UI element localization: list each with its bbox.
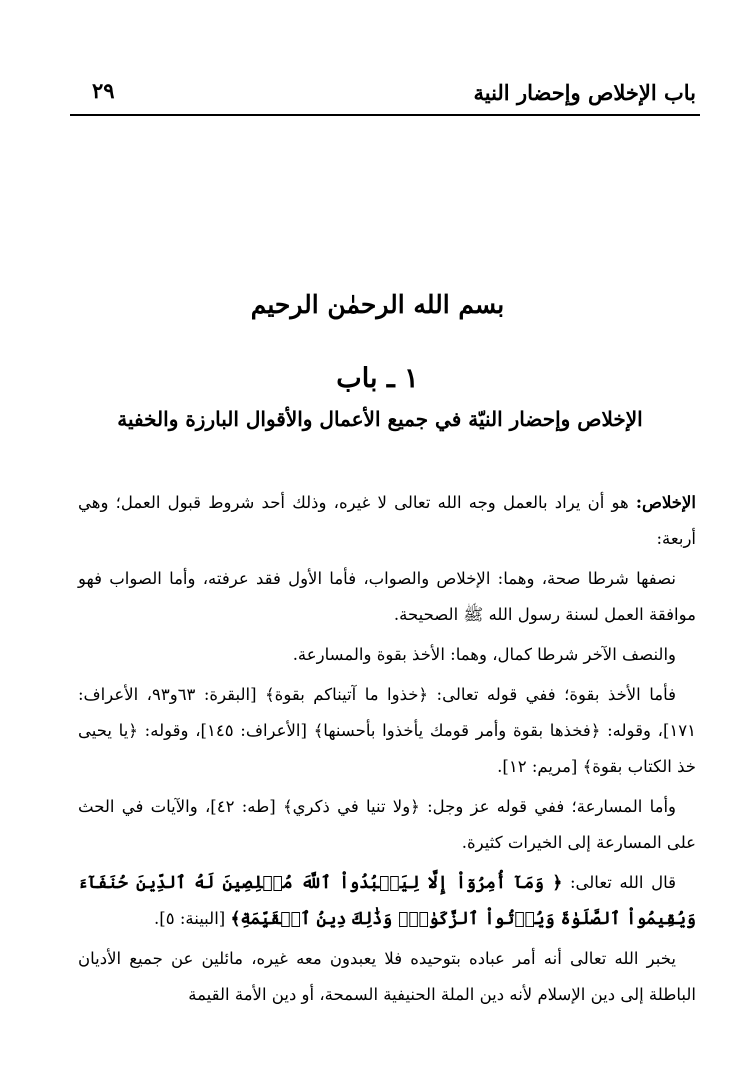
- running-header: [78, 72, 696, 112]
- paragraph-definition: [78, 485, 696, 557]
- paragraph-haste: [78, 789, 696, 861]
- paragraph-text: وأما المسارعة؛ ففي قوله عز وجل: ﴿ولا تنيا في ذكري﴾ [طه: ٤٢]، والآيات في الحث على المسارعة إلى الخيرات كثيرة.: [78, 797, 696, 852]
- page-number: ٢٩: [92, 78, 115, 103]
- running-title: باب الإخلاص وإحضار النية: [473, 80, 696, 105]
- verse-lead: قال الله تعالى:: [562, 873, 676, 892]
- paragraph-text: والنصف الآخر شرطا كمال، وهما: الأخذ بقوة والمسارعة.: [292, 645, 676, 664]
- quran-verse: ﴿ وَمَآ أُمِرُوٓاْ إِلَّا لِيَعۡبُدُواْ ٱللَّهَ مُخۡلِصِينَ لَهُ ٱلدِّينَ حُنَفَآءَ وَيُقِيمُواْ ٱلصَّلَوٰةَ وَيُؤۡتُواْ ٱلزَّكَوٰةَۚ وَذَٰلِكَ دِينُ ٱلۡقَيِّمَةِ﴾: [78, 873, 696, 929]
- paragraph-verse: [78, 865, 696, 937]
- chapter-label: ١ ـ باب: [336, 363, 419, 394]
- paragraph-text: فأما الأخذ بقوة؛ ففي قوله تعالى: ﴿خذوا ما آتيناكم بقوة﴾ [البقرة: ٦٣و٩٣، الأعراف: ١٧١]، وقوله: ﴿فخذها بقوة وأمر قومك يأخذوا بأحسنها﴾ [الأعراف: ١٤٥]، وقوله: ﴿يا يحيى خذ الكتاب بقوة﴾ [مريم: ١٢].: [78, 685, 696, 776]
- chapter-title: الإخلاص وإحضار النيّة في جميع الأعمال والأقوال البارزة والخفية: [117, 407, 643, 431]
- verse-reference: [البينة: ٥].: [154, 909, 231, 928]
- paragraph-completion: [78, 637, 696, 673]
- paragraph-strength: [78, 677, 696, 785]
- term-ikhlas: الإخلاص:: [635, 493, 696, 512]
- paragraph-commentary: [78, 941, 696, 1013]
- header-rule: [70, 114, 700, 116]
- paragraph-text: نصفها شرطا صحة، وهما: الإخلاص والصواب، فأما الأول فقد عرفته، وأما الصواب فهو موافقة العمل لسنة رسول الله ﷺ الصحيحة.: [78, 569, 696, 624]
- paragraph-conditions: [78, 561, 696, 633]
- body-text: [78, 485, 696, 1017]
- paragraph-text: هو أن يراد بالعمل وجه الله تعالى لا غيره، وذلك أحد شروط قبول العمل؛ وهي أربعة:: [78, 493, 696, 548]
- paragraph-text: يخبر الله تعالى أنه أمر عباده بتوحيده فلا يعبدون معه غيره، مائلين عن جميع الأديان الباطلة إلى دين الإسلام لأنه دين الملة الحنيفية السمحة، أو دين الأمة القيمة: [78, 949, 696, 1004]
- basmala: بسم الله الرحمٰن الرحيم: [250, 290, 505, 319]
